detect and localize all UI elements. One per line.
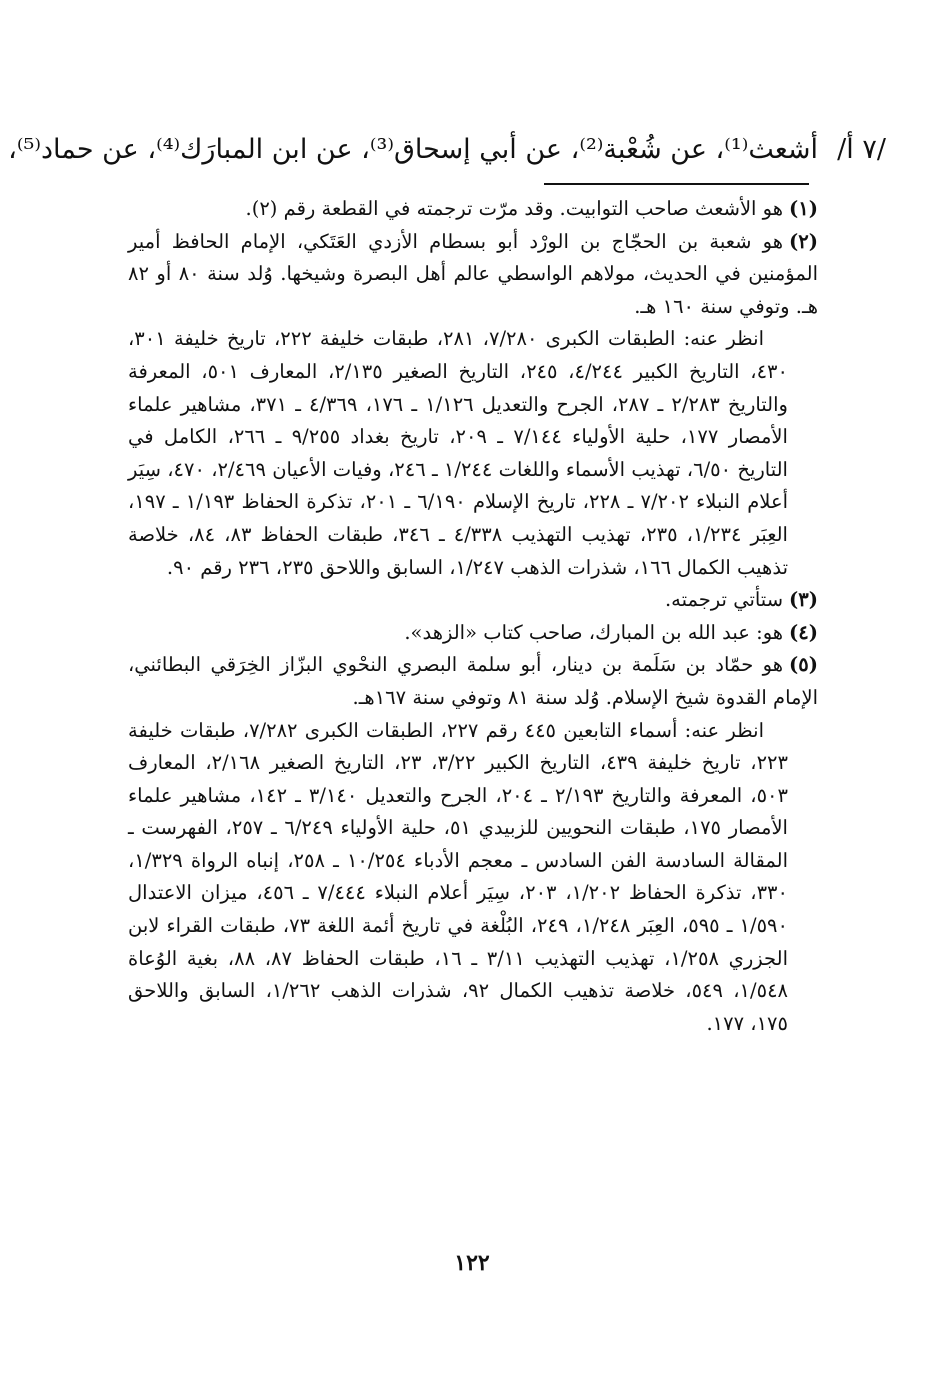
- footnote-number: (١): [789, 197, 818, 220]
- footnote-text: ستأتي ترجمته.: [664, 588, 784, 612]
- footnote-4: [128, 617, 818, 650]
- page-number: ١٢٢: [454, 1250, 490, 1276]
- footnote-text: هو حمّاد بن سَلَمة بن دينار، أبو سلمة البصري النحْوي البزّاز الخِرَقي البطائني، الإمام القدوة شيخ الإسلام. وُلد سنة ٨١ وتوفي سنة ١٦٧هـ.: [128, 653, 818, 709]
- references-text: انظر عنه: الطبقات الكبرى ٧/٢٨٠، ٢٨١، طبقات خليفة ٢٢٢، تاريخ خليفة ٣٠١، ٤٣٠، التاريخ الكبير ٤/٢٤٤، ٢٤٥، التاريخ الصغير ٢/١٣٥، المعارف ٥٠١، المعرفة والتاريخ ٢/٢٨٣ ـ ٢٨٧، الجرح والتعديل ١/١٢٦ ـ ١٧٦، ٤/٣٦٩ ـ ٣٧١، مشاهير علماء الأمصار ١٧٧، حلية الأولياء ٧/١٤٤ ـ ٢٠٩، تاريخ بغداد ٩/٢٥٥ ـ ٢٦٦، الكامل في التاريخ ٦/٥٠، تهذيب الأسماء واللغات ١/٢٤٤ ـ ٢٤٦، وفيات الأعيان ٢/٤٦٩، ٤٧٠، سِيَر أعلام النبلاء ٧/٢٠٢ ـ ٢٢٨، تاريخ الإسلام ٦/١٩٠ ـ ٢٠١، تذكرة الحفاظ ١/١٩٣ ـ ١٩٧، العِبَر ١/٢٣٤، ٢٣٥، تهذيب التهذيب ٤/٣٣٨ ـ ٣٤٦، طبقات الحفاظ ٨٣، ٨٤، خلاصة تذهيب الكمال ١٦٦، شذرات الذهب ١/٢٤٧، السابق واللاحق ٢٣٥، ٢٣٦ رقم ٩٠.: [128, 327, 788, 579]
- footnote-rule: [544, 183, 809, 185]
- footnote-number: (٣): [789, 588, 818, 612]
- footnote-text: هو الأشعث صاحب التوابيت. وقد مرّت ترجمته في القطعة رقم (٢).: [245, 197, 784, 220]
- footnote-5: [128, 649, 818, 714]
- footnote-number: (٥): [789, 653, 818, 677]
- footnotes: [128, 193, 818, 1040]
- footnote-2: [128, 226, 818, 324]
- footnote-1: [128, 193, 818, 226]
- footnote-number: (٢): [789, 229, 818, 253]
- footnote-text: هو شعبة بن الحجّاج بن الورْد أبو بسطام الأزدي العَتَكي، الإمام الحافظ أمير المؤمنين في الحديث، مولاهم الواسطي عالم أهل البصرة وشيخها. وُلد سنة ٨٠ أو ٨٢ هـ. وتوفي سنة ١٦٠ هـ.: [128, 229, 818, 318]
- footnote-5-references: [128, 715, 818, 1041]
- main-text-line: أشعث⁽¹⁾، عن شُعْبة⁽²⁾، عن أبي إسحاق⁽³⁾، عن ابن المبارَك⁽⁴⁾، عن حماد⁽⁵⁾،: [8, 134, 818, 165]
- footnote-number: (٤): [789, 620, 818, 644]
- folio-marker: /٧ أ/: [837, 134, 886, 165]
- footnote-3: [128, 584, 818, 617]
- references-text: انظر عنه: أسماء التابعين ٤٤٥ رقم ٢٢٧، الطبقات الكبرى ٧/٢٨٢، طبقات خليفة ٢٢٣، تاريخ خليفة ٤٣٩، التاريخ الكبير ٣/٢٢، ٢٣، التاريخ الصغير ٢/١٦٨، المعارف ٥٠٣، المعرفة والتاريخ ٢/١٩٣ ـ ٢٠٤، الجرح والتعديل ٣/١٤٠ ـ ١٤٢، مشاهير علماء الأمصار ١٧٥، طبقات النحويين للزبيدي ٥١، حلية الأولياء ٦/٢٤٩ ـ ٢٥٧، الفهرست ـ المقالة السادسة الفن السادس ـ معجم الأدباء ١٠/٢٥٤ ـ ٢٥٨، إنباه الرواة ١/٣٢٩، ٣٣٠، تذكرة الحفاظ ١/٢٠٢، ٢٠٣، سِيَر أعلام النبلاء ٧/٤٤٤ ـ ٤٥٦، ميزان الاعتدال ١/٥٩٠ ـ ٥٩٥، العِبَر ١/٢٤٨، ٢٤٩، البُلْغة في تاريخ أئمة اللغة ٧٣، طبقات القراء لابن الجزري ١/٢٥٨، تهذيب التهذيب ٣/١١ ـ ١٦، طبقات الحفاظ ٨٧، ٨٨، بغية الوُعاة ١/٥٤٨، ٥٤٩، خلاصة تذهيب الكمال ٩٢، شذرات الذهب ١/٢٦٢، السابق واللاحق ١٧٥، ١٧٧.: [128, 718, 789, 1035]
- footnote-2-references: [128, 323, 818, 584]
- footnote-text: هو: عبد الله بن المبارك، صاحب كتاب «الزهد».: [404, 620, 784, 644]
